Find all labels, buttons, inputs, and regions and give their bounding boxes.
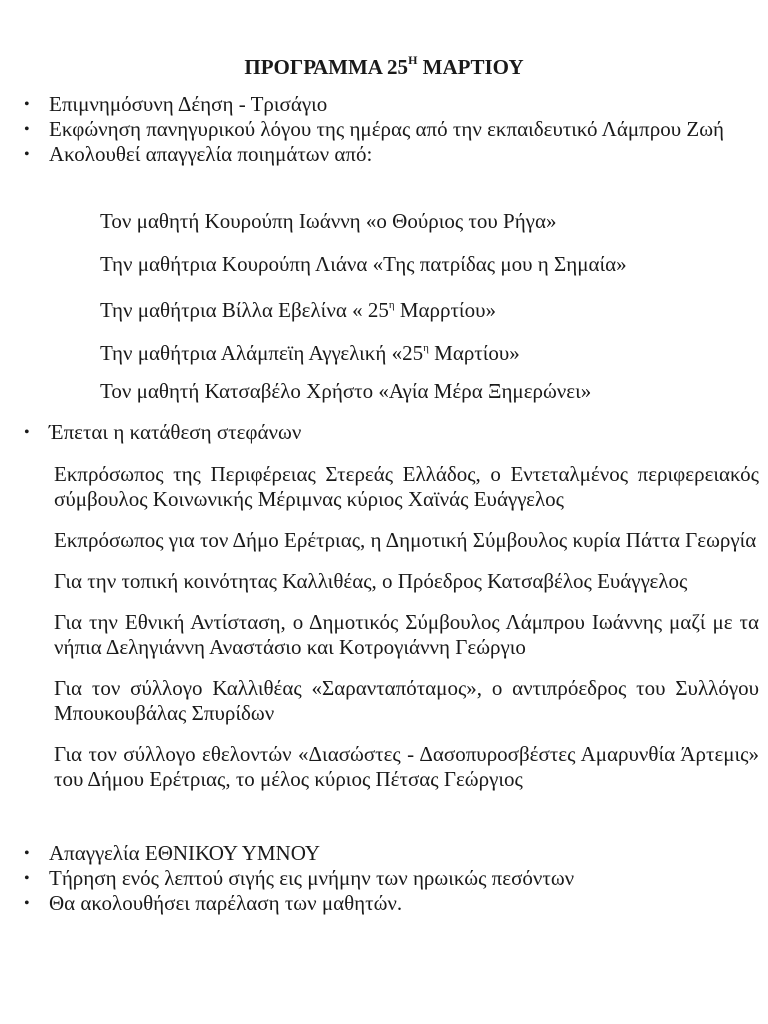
list-item: • Εκφώνηση πανηγυρικού λόγου της ημέρας από την εκπαιδευτικό Λάμπρου Ζωή <box>24 117 759 142</box>
poem-line-superscript: η <box>388 299 395 311</box>
poem-line <box>100 292 740 335</box>
wreath-paragraph: Για την τοπική κοινότητας Καλλιθέας, ο Πρόεδρος Κατσαβέλος Ευάγγελος <box>54 569 688 593</box>
list-item: • Έπεται η κατάθεση στεφάνων <box>24 420 759 445</box>
poem-line-text: Την μαθήτρια Βίλλα Εβελίνα « 25 <box>100 298 389 322</box>
wreath-paragraph: Για την Εθνική Αντίσταση, ο Δημοτικός Σύμβουλος Λάμπρου Ιωάννης μαζί με τα νήπια Δεληγιάννη Αναστάσιο και Κοτρογιάννη Γεώργιο <box>54 610 759 659</box>
poem-line: Την μαθήτρια Κουρούπη Λιάνα «Της πατρίδας μου η Σημαία» <box>100 251 627 276</box>
wreath-paragraph: Για τον σύλλογο Καλλιθέας «Σαρανταπόταμος», ο αντιπρόεδρος του Συλλόγου Μπουκουβάλας Σπυρίδων <box>54 676 759 725</box>
program-list-intro <box>24 92 759 167</box>
wreath-paragraph: Εκπρόσωπος για τον Δήμο Ερέτριας, η Δημοτική Σύμβουλος κυρία Πάττα Γεωργία <box>54 528 757 552</box>
program-list-closing <box>24 841 759 916</box>
poem-line-superscript: η <box>423 341 429 354</box>
title-rest: ΜΑΡΤΙΟΥ <box>417 55 524 79</box>
list-item: • Απαγγελία ΕΘΝΙΚΟΥ ΥΜΝΟΥ <box>24 841 759 866</box>
poem-line-text: Την μαθήτρια Αλάμπεϊη Αγγελική «25 <box>100 340 424 365</box>
poem-line-text: Μαρτίου» <box>428 340 520 365</box>
title-main: ΠΡΟΓΡΑΜΜΑ 25 <box>244 55 409 79</box>
page-title <box>0 48 768 81</box>
wreath-paragraph: Για τον σύλλογο εθελοντών «Διασώστες - Δασοπυροσβέστες Αμαρυνθία Άρτεμις» του Δήμου Ερέτριας, το μέλος κύριος Πέτσας Γεώργιος <box>54 742 759 791</box>
wreath-paragraph: Εκπρόσωπος της Περιφέρειας Στερεάς Ελλάδος, ο Εντεταλμένος περιφερειακός σύμβουλος Κοινωνικής Μέριμνας κύριος Χαϊνάς Ευάγγελος <box>54 462 759 511</box>
program-list-wreaths <box>24 420 759 445</box>
title-superscript: Η <box>408 53 418 67</box>
list-item: • Ακολουθεί απαγγελία ποιημάτων από: <box>24 142 759 167</box>
list-item: • Θα ακολουθήσει παρέλαση των μαθητών. <box>24 891 759 916</box>
poem-line: Τον μαθητή Κατσαβέλο Χρήστο «Αγία Μέρα Ξημερώνει» <box>100 379 592 403</box>
list-item: • Τήρηση ενός λεπτού σιγής εις μνήμην των ηρωικώς πεσόντων <box>24 866 759 891</box>
poem-recitation-list <box>100 207 740 420</box>
poem-line <box>100 335 740 378</box>
poem-line: Τον μαθητή Κουρούπη Ιωάννη «ο Θούριος του Ρήγα» <box>100 209 557 233</box>
poem-line-text: Μαρρτίου» <box>394 298 496 322</box>
wreath-laying-list <box>54 462 759 808</box>
list-item: • Επιμνημόσυνη Δέηση - Τρισάγιο <box>24 92 759 117</box>
